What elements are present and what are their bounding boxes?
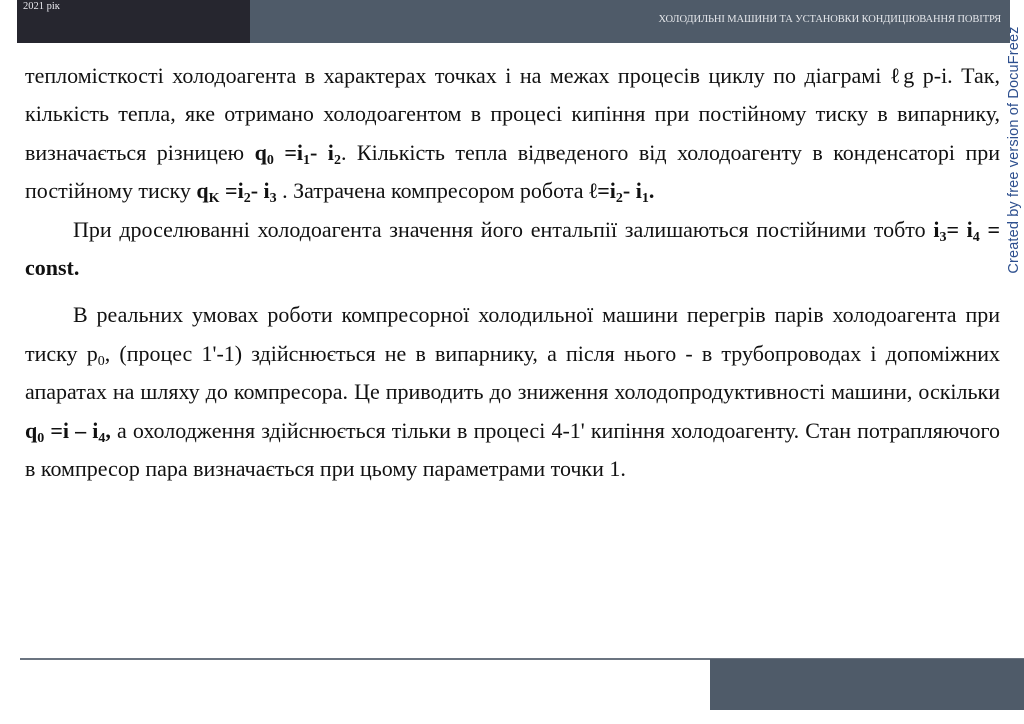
formula-subscript: 1	[641, 191, 649, 207]
formula-q0	[254, 139, 341, 168]
formula-subscript: 3	[269, 191, 277, 207]
header-year-band	[17, 0, 250, 43]
formula-subscript: 4	[98, 430, 106, 446]
formula-q0-real	[25, 417, 111, 446]
formula-symbol: =i	[273, 139, 303, 165]
formula-symbol: q	[196, 178, 209, 204]
formula-subscript: 2	[243, 191, 251, 207]
formula-subscript: 3	[939, 229, 947, 245]
text-run: а охолодження здійснюється тільки в процесі 4-1' кипіння холодоагенту. Стан потрапляючого в компресор пара визначається при цьому параметрами точки 1.	[25, 417, 1000, 482]
formula-qk	[196, 178, 277, 207]
formula-work	[589, 178, 655, 207]
text-run: , (процес 1'-1) здійснюється не в випарнику, а після нього - в трубопроводах і допоміжних апаратах на шляху до компресора. Це приводить до зниження холодопродуктивності машини, оскільки	[25, 340, 1001, 405]
watermark-text: Created by free version of DocuFreez	[1005, 26, 1022, 274]
formula-subscript: 2	[615, 191, 623, 207]
header-year: 2021 рік	[23, 1, 60, 12]
header-title: ХОЛОДИЛЬНІ МАШИНИ ТА УСТАНОВКИ КОНДИЦІЮВАННЯ ПОВІТРЯ	[658, 14, 1001, 25]
text-run: тепломісткості холодоагента в характерах точках і на межах процесів циклу по діаграмі ℓg p-i. Так, кількість тепла, яке отримано холодоагентом в процесі кипіння при постійному тиску в випарнику, визначається різницею	[25, 63, 1000, 165]
formula-subscript: 2	[333, 152, 341, 168]
text-run: При дроселюванні холодоагента значення його ентальпії залишаються постійними тобто	[73, 216, 934, 242]
formula-subscript: 4	[972, 229, 980, 245]
subscript-p0: 0	[97, 353, 105, 369]
text-run: В реальних умовах роботи компресорної холодильної машини перегрів парів холодоагента при тиску p	[25, 302, 1000, 366]
formula-symbol: - i	[622, 178, 642, 204]
text-run: . Кількість тепла відведеного від холодоагенту в конденсаторі при постійному тиску	[25, 139, 1000, 204]
formula-symbol: - i	[310, 139, 334, 165]
footer-block	[710, 659, 1024, 710]
formula-symbol: q	[25, 417, 38, 443]
formula-symbol: i	[933, 216, 940, 242]
formula-symbol: ,	[105, 417, 111, 443]
formula-symbol: = const.	[25, 216, 1000, 281]
formula-symbol: = i	[946, 216, 973, 242]
formula-symbol: ℓ=i	[589, 178, 616, 204]
formula-symbol: .	[648, 178, 655, 204]
paragraph-enthalpy-differences	[25, 57, 1000, 211]
formula-subscript: 0	[266, 152, 274, 168]
paragraph-real-conditions	[25, 296, 1000, 488]
formula-subscript: 1	[303, 152, 310, 168]
formula-symbol: - i	[250, 178, 270, 204]
formula-symbol: =i – i	[44, 417, 99, 443]
watermark	[1004, 0, 1024, 300]
text-run: . Затрачена компресором робота	[276, 178, 589, 204]
formula-symbol: =i	[219, 178, 244, 204]
formula-subscript: 0	[37, 430, 45, 446]
formula-subscript: K	[208, 191, 220, 207]
formula-symbol: q	[254, 139, 267, 165]
paragraph-throttling	[25, 211, 1000, 288]
document-body	[25, 57, 1000, 488]
header-title-band	[250, 0, 1010, 43]
